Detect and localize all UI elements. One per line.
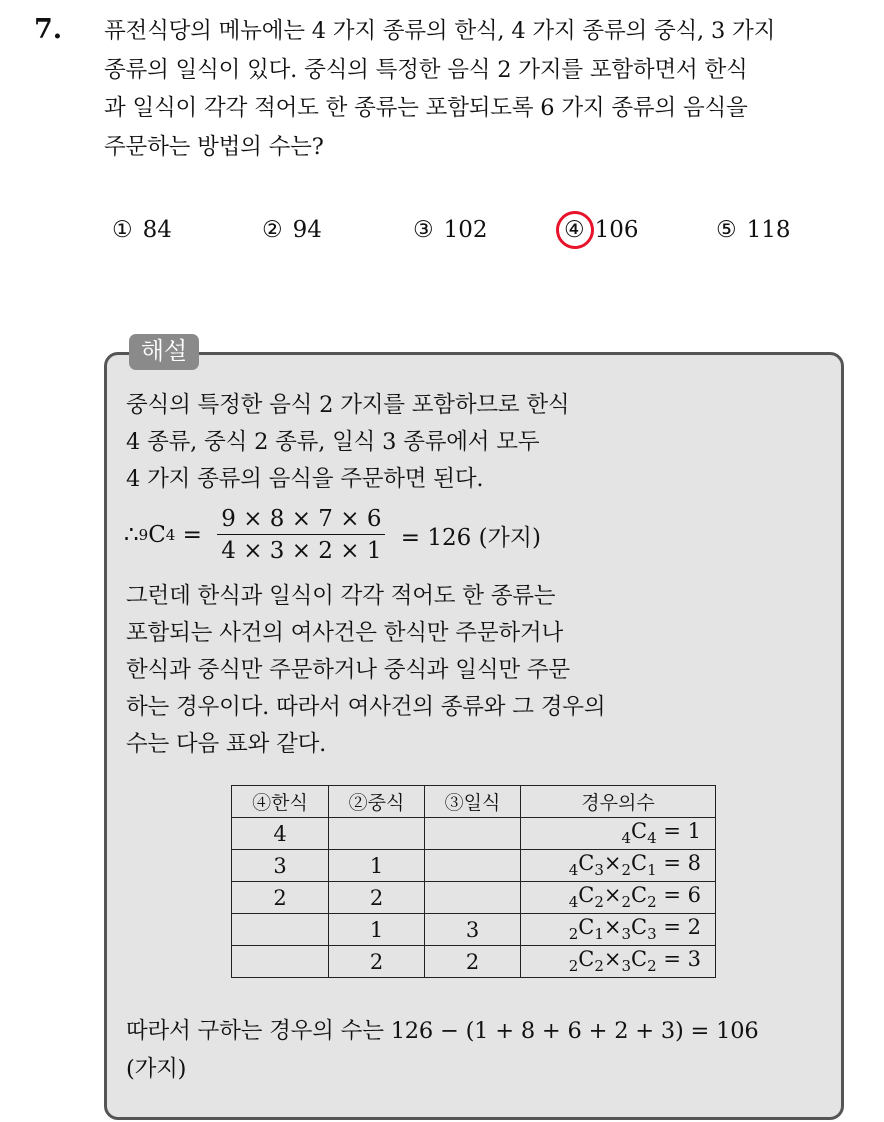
fraction [217,506,385,564]
question-line: 주문하는 방법의 수는? [104,133,324,160]
case-result: 6 [687,883,701,908]
comb-r: 2 [594,957,604,976]
answer-circle-mark [554,209,597,252]
choice-1[interactable] [112,217,172,243]
times-sign: × [603,851,622,876]
cell-korean: 3 [232,850,329,882]
solution-line: 4 종류, 중식 2 종류, 일식 3 종류에서 모두 [126,429,540,455]
solution-line: 그런데 한식과 일식이 각각 적어도 한 종류는 [126,583,556,609]
table-row [232,914,716,946]
header-japanese: ③일식 [425,786,521,818]
comb-r: 1 [647,861,657,880]
cell-case-count [521,914,716,946]
comb-r: 4 [647,829,657,848]
case-result: 8 [687,851,701,876]
comb-c: C [631,915,648,940]
choice-value: 102 [443,217,488,243]
comb-c: C [631,851,648,876]
question-line: 과 일식이 각각 적어도 한 종류는 포함되도록 6 가지 종류의 음식을 [104,95,748,121]
comb-r: 2 [647,893,657,912]
header-chinese: ②중식 [329,786,425,818]
comb-n: 9 [138,526,149,544]
combination-formula [124,506,541,564]
cell-case-count [521,818,716,850]
comb-n: 2 [568,957,579,976]
comb-c: C [631,883,648,908]
solution-tag: 해설 [129,334,199,370]
comb-n: 2 [621,861,632,880]
choice-2[interactable] [262,217,322,243]
cell-chinese: 2 [329,946,425,978]
cell-chinese [329,818,425,850]
times-sign: × [603,947,622,972]
cell-japanese: 3 [425,914,521,946]
comb-r: 1 [594,925,604,944]
comb-c: C [631,947,648,972]
formula-result: = 126 (가지) [393,524,541,551]
comb-n: 4 [568,893,579,912]
comb-r: 3 [594,861,604,880]
cell-korean [232,914,329,946]
case-result: 3 [687,947,701,972]
table-row [232,882,716,914]
table-row [232,850,716,882]
equals-sign: = [656,947,688,972]
choice-value: 106 [594,217,639,243]
choice-number: ③ [413,217,434,243]
cell-korean [232,946,329,978]
comb-c: C [578,883,595,908]
equals-sign: = [656,883,688,908]
choice-value: 94 [292,217,322,243]
equals-sign: = [175,522,210,548]
cell-case-count [521,882,716,914]
fraction-denominator: 4 × 3 × 2 × 1 [221,538,382,564]
table-row [232,946,716,978]
case-result: 2 [687,915,701,940]
therefore-symbol: ∴ [124,522,139,548]
comb-n: 2 [568,925,579,944]
comb-c: C [578,851,595,876]
choice-5[interactable] [716,217,791,243]
comb-n: 3 [621,957,632,976]
choice-number: ② [262,217,283,243]
comb-c: C [631,819,648,844]
comb-c: C [578,915,595,940]
conclusion-line: (가지) [126,1056,187,1082]
solution-line: 수는 다음 표와 같다. [126,731,327,757]
cell-case-count [521,850,716,882]
comb-n: 3 [621,925,632,944]
question-line: 종류의 일식이 있다. 중식의 특정한 음식 2 가지를 포함하면서 한식 [104,56,748,83]
cell-chinese: 1 [329,850,425,882]
header-korean: ④한식 [232,786,329,818]
choice-value: 84 [142,217,172,243]
choice-number: ④ [564,217,585,243]
solution-line: 4 가지 종류의 음식을 주문하면 된다. [126,466,484,492]
cell-case-count [521,946,716,978]
comb-c: C [148,522,166,548]
choice-3[interactable] [413,217,488,243]
case-result: 1 [687,819,701,844]
cell-japanese [425,850,521,882]
cell-japanese [425,818,521,850]
cell-korean: 4 [232,818,329,850]
table-row [232,818,716,850]
cell-korean: 2 [232,882,329,914]
header-cases: 경우의수 [521,786,716,818]
choice-number: ① [112,217,133,243]
cell-japanese: 2 [425,946,521,978]
comb-n: 2 [621,893,632,912]
cell-chinese: 2 [329,882,425,914]
equals-sign: = [656,915,688,940]
conclusion-line: 따라서 구하는 경우의 수는 126 − (1 + 8 + 6 + 2 + 3) = 106 [126,1018,759,1044]
complement-cases-table [231,785,716,978]
cell-chinese: 1 [329,914,425,946]
equals-sign: = [656,851,688,876]
question-line: 퓨전식당의 메뉴에는 4 가지 종류의 한식, 4 가지 종류의 중식, 3 가지 [104,18,776,44]
solution-line: 중식의 특정한 음식 2 가지를 포함하므로 한식 [126,392,570,418]
solution-line: 한식과 중식만 주문하거나 중식과 일식만 주문 [126,657,570,683]
question-text [104,12,864,166]
equals-sign: = [656,819,688,844]
fraction-numerator: 9 × 8 × 7 × 6 [217,506,385,535]
solution-line: 포함되는 사건의 여사건은 한식만 주문하거나 [126,620,563,646]
comb-r: 2 [594,893,604,912]
choice-number: ⑤ [716,217,737,243]
comb-c: C [578,947,595,972]
times-sign: × [603,915,622,940]
comb-r: 4 [165,526,176,544]
comb-n: 4 [621,829,632,848]
cell-japanese [425,882,521,914]
question-number: 7. [34,14,63,45]
comb-r: 3 [647,925,657,944]
comb-r: 2 [647,957,657,976]
table-header-row [232,786,716,818]
solution-line: 하는 경우이다. 따라서 여사건의 종류와 그 경우의 [126,694,606,720]
choice-value: 118 [746,217,791,243]
times-sign: × [603,883,622,908]
comb-n: 4 [568,861,579,880]
